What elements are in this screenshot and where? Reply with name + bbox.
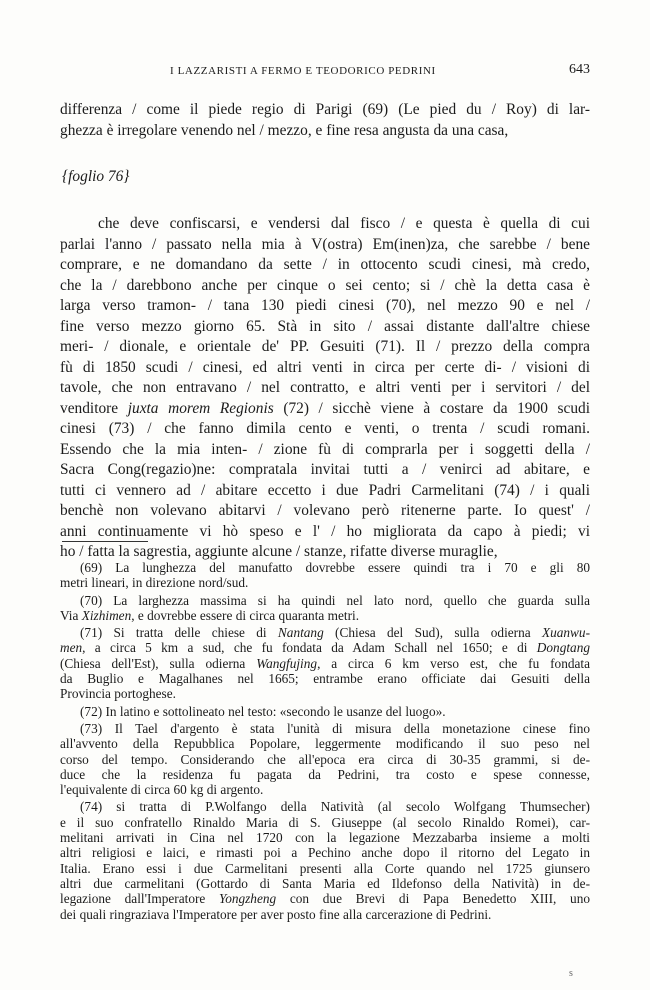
note-line: da Buglio e Magalhanes nel 1665; entrambe erano officiate dai Gesuiti della <box>60 671 590 687</box>
note-line: corso del tempo. Considerando che all'epoca era circa di 30-35 grammi, si de- <box>60 751 590 767</box>
note-line-mixed <box>60 640 590 655</box>
paragraph-2 <box>60 214 590 563</box>
latin-phrase: juxta morem Regionis <box>127 399 274 417</box>
note-line: altri religiosi e laici, e rimasti poi a Pechino anche dopo il ritorno del Legato in <box>60 845 590 861</box>
text-line: tutti ci vennero ad / abitare eccetto i due Padri Carmelitani (74) / i quali <box>60 481 590 499</box>
text-line: meri- / dionale, e orientale de' PP. Gesuiti (71). Il / prezzo della compra <box>60 338 590 355</box>
note-line: l'equivalente di circa 60 kg di argento. <box>60 782 264 798</box>
text-run: Via <box>60 607 82 623</box>
text-run: (Chiesa del Sud), sulla odierna <box>323 625 542 641</box>
emperor-name: Yongzheng <box>219 891 277 907</box>
note-line: (72) In latino e sottolineato nel testo: «secondo le usanze del luogo». <box>80 703 446 719</box>
text-line: parlai l'anno / passato nella mia à V(ostra) Em(inen)za, che sarebbe / bene <box>60 235 590 253</box>
note-line: metri lineari, in direzione nord/sud. <box>60 575 249 591</box>
text-line: fù di 1850 scudi / cinesi, ed altri venti in circa per certe di- / visioni di <box>60 358 590 376</box>
page-number: 643 <box>569 62 590 77</box>
note-line: all'avvento della Repubblica Popolare, leggermente modificando il suo peso nel <box>60 736 590 752</box>
text-run: , e dovrebbe essere di circa quaranta metri. <box>131 607 360 623</box>
note-line: altri due carmelitani (Gottardo di Santa Maria ed Ildefonso della Natività) in de- <box>60 875 590 891</box>
text-line: anni continuamente vi hò speso e l' / ho migliorata da capo à piedi; vi <box>60 522 590 540</box>
paragraph-1 <box>60 100 590 141</box>
text-line: ho / fatta la sagrestia, aggiunte alcune / stanze, rifatte diverse muraglie, <box>60 543 498 560</box>
text-line: cinesi (73) / che fanno dimila cento e venti, o trenta / scudi romani. <box>60 420 590 437</box>
place-name: Dongtang <box>536 640 590 656</box>
note-line: (69) La lunghezza del manufatto dovrebbe essere quindi tra i 70 e gli 80 <box>80 560 590 575</box>
footnote-72 <box>60 704 590 719</box>
place-name: men <box>60 640 83 656</box>
note-line-mixed <box>60 891 590 906</box>
text-line: fine verso mezzo giorno 65. Stà in sito / assai distante dall'altre chiese <box>60 317 590 335</box>
footnote-71 <box>60 625 590 701</box>
note-line: duce che la residenza fu pagata da Pedrini, tra costo e spese connesse, <box>60 766 590 782</box>
footnote-74 <box>60 799 590 921</box>
running-head: I LAZZARISTI A FERMO E TEODORICO PEDRINI <box>170 65 436 77</box>
text-line: tavole, che non entravano / nel contratto, e altri venti per i servitori / del <box>60 379 590 396</box>
text-run: (71) Si tratta delle chiese di <box>80 625 278 641</box>
text-run: venditore <box>60 399 128 417</box>
place-name: Nantang <box>277 625 324 641</box>
note-line: (74) si tratta di P.Wolfango della Natività (al secolo Wolfgang Thumsecher) <box>80 799 590 815</box>
place-name: Xizhimen <box>81 607 132 623</box>
footnote-73 <box>60 721 590 797</box>
note-line: dei quali ringraziava l'Imperatore per aver posto fine alla carcerazione di Pedrini. <box>60 906 492 922</box>
text-run: con due Brevi di Papa Benedetto XIII, uno <box>276 891 590 907</box>
note-line: (70) La larghezza massima si ha quindi nel lato nord, quello che guarda sulla <box>80 592 590 608</box>
text-run: legazione dall'Imperatore <box>60 891 220 907</box>
text-line: Sacra Cong(regazio)ne: compratala invitai tutti a / venirci ad abitare, e <box>60 461 590 478</box>
text-line: comprare, e ne domandano da sette / in ottocento scudi cinesi, mà credo, <box>60 256 590 273</box>
footnote-69 <box>60 560 590 591</box>
text-run: , a circa 6 km verso est, che fu fondata <box>317 655 590 671</box>
note-line-mixed <box>60 608 590 623</box>
note-line: Provincia portoghese. <box>60 686 176 702</box>
footnote-separator <box>62 541 148 542</box>
footnote-70 <box>60 593 590 624</box>
note-line-mixed <box>60 625 590 640</box>
note-line: melitani arrivati in Cina nel 1720 con la legazione Mezzabarba insieme a molti <box>60 830 590 846</box>
text-line: Essendo che la mia inten- / zione fù di comprarla per i soggetti della / <box>60 440 590 458</box>
text-run: (72) / sicchè viene à costare da 1900 scudi <box>273 399 590 417</box>
text-run: , a circa 5 km a sud, che fu fondata da Adam Schall nel 1650; e di <box>82 640 537 656</box>
place-name: Xuanwu- <box>541 625 590 641</box>
note-line: e il suo confratello Rinaldo Maria di S. Giuseppe (al secolo Rinaldo Romei), car- <box>60 814 590 830</box>
folio-marker: {foglio 76} <box>62 168 130 185</box>
text-line: differenza / come il piede regio di Parigi (69) (Le pied du / Roy) di lar- <box>60 101 590 118</box>
text-line-mixed <box>60 399 590 420</box>
footnotes <box>60 560 590 924</box>
text-line: benchè non volevano abitarvi / volevano però ritenerne parte. Io quest' / <box>60 502 590 519</box>
place-name: Wangfujing <box>256 655 318 671</box>
note-line: Italia. Erano essi i due Carmelitani presenti alla Corte quando nel 1725 giunsero <box>60 860 590 876</box>
note-line-mixed <box>60 656 590 671</box>
text-run: (Chiesa dell'Est), sulla odierna <box>60 655 257 671</box>
text-line: ghezza è irregolare venendo nel / mezzo, e fine resa angusta da una casa, <box>60 121 509 139</box>
text-line: larga verso tramon- / tana 130 piedi cinesi (70), nel mezzo 90 e nel / <box>60 297 590 314</box>
text-line: che la / darebbono anche per cinque o sei cento; si / chè la detta casa è <box>60 276 590 294</box>
note-line: (73) Il Tael d'argento è stata l'unità di misura della monetazione cinese fino <box>80 720 590 736</box>
printer-mark: s <box>569 968 573 979</box>
text-line: che deve confiscarsi, e vendersi dal fisco / e questa è quella di cui <box>98 215 590 232</box>
